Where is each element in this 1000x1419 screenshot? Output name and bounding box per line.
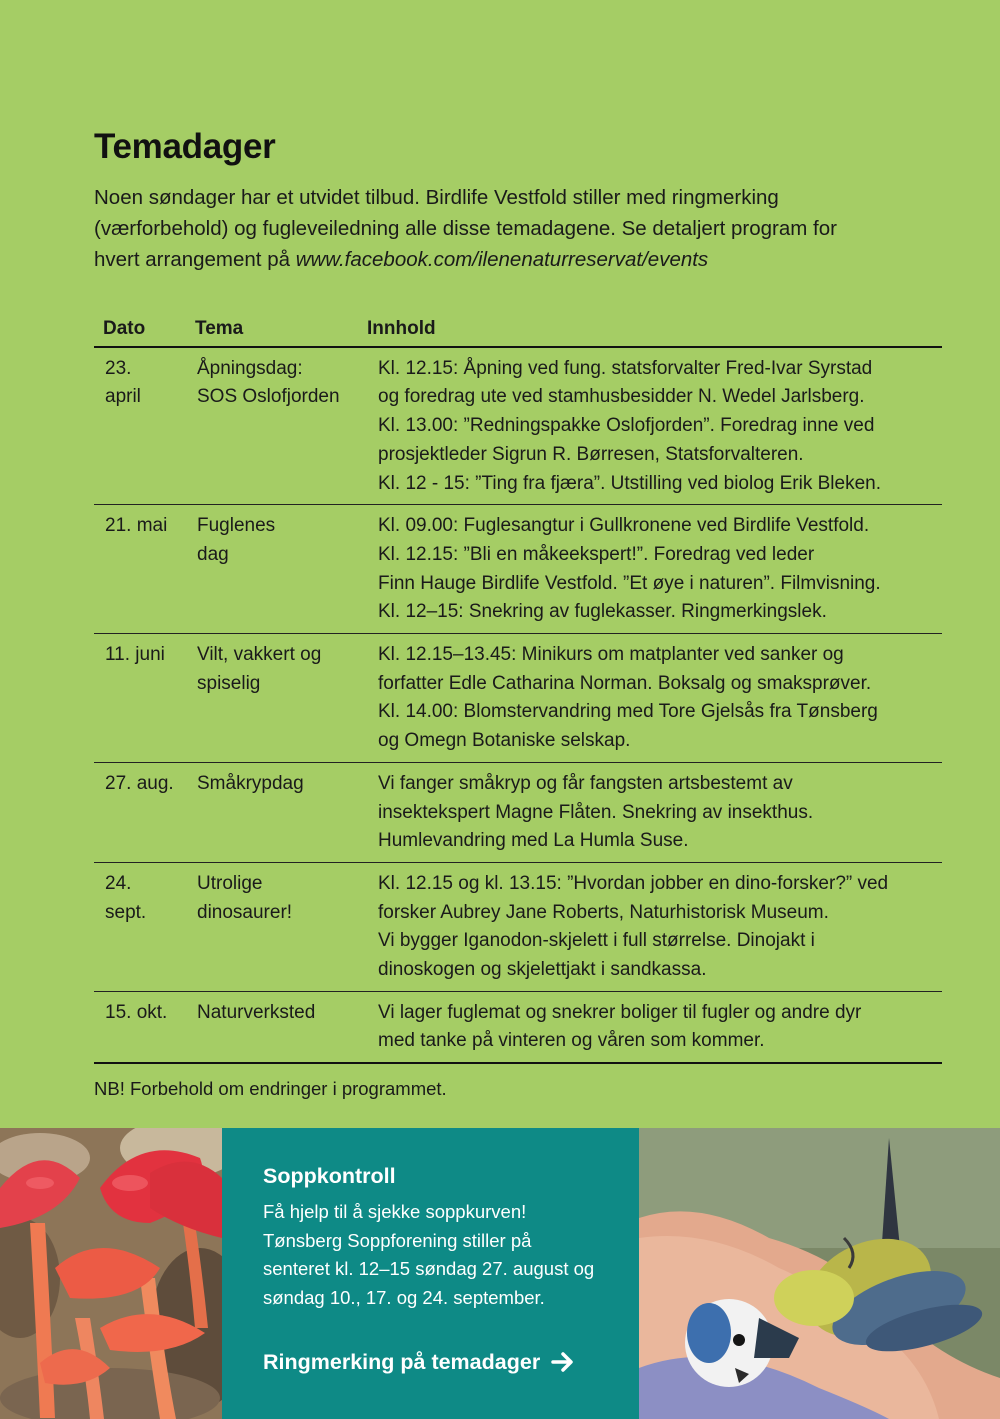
cell-dato-line: 15. okt. [105,1001,168,1023]
cell-innhold-line: forfatter Edle Catharina Norman. Boksalg og smaksprøver. [378,672,872,694]
soppkontroll-line: søndag 10., 17. og 24. september. [263,1286,545,1308]
cell-innhold-line: med tanke på vinteren og våren som kommer. [378,1030,765,1052]
cell-tema [186,505,367,634]
intro-line: (værforbehold) og fugleveiledning alle disse temadagene. Se detaljert program for [94,217,837,240]
cell-innhold [367,505,942,634]
cell-innhold-line: Finn Hauge Birdlife Vestfold. ”Et øye i naturen”. Filmvisning. [378,572,881,594]
cell-tema-line: Naturverksted [197,1001,316,1023]
cell-innhold-line: Kl. 09.00: Fuglesangtur i Gullkronene ved Birdlife Vestfold. [378,515,870,537]
cell-innhold-line: Vi lager fuglemat og snekrer boliger til fugler og andre dyr [378,1001,862,1023]
cell-dato-line: 21. mai [105,515,168,537]
cell-innhold [367,762,942,862]
cell-innhold-line: Kl. 12.15: Åpning ved fung. statsforvalter Fred-Ivar Syrstad [378,357,873,379]
cell-dato [94,347,186,505]
cell-dato-line: 23. [105,357,132,379]
cell-dato-line: 24. [105,872,132,894]
cell-tema [186,347,367,505]
soppkontroll-description [263,1198,635,1312]
soppkontroll-line: Få hjelp til å sjekke soppkurven! [263,1201,527,1222]
mushroom-illustration [0,1128,222,1419]
header-dato: Dato [94,315,186,347]
cell-tema [186,862,367,991]
soppkontroll-title: Soppkontroll [263,1164,396,1188]
disclaimer-note: NB! Forbehold om endringer i programmet. [94,1078,447,1100]
page-title: Temadager [94,127,276,166]
cell-innhold [367,991,942,1063]
soppkontroll-line: senteret kl. 12–15 søndag 27. august og [263,1258,595,1279]
header-innhold: Innhold [367,315,942,347]
ringmerking-link[interactable] [263,1349,576,1375]
main-content [94,124,940,1100]
cell-innhold-line: Humlevandring med La Humla Suse. [378,830,689,852]
cell-tema-line: dag [197,543,229,565]
cell-tema-line: spiselig [197,672,261,694]
program-table-body [94,347,942,1063]
cell-dato [94,991,186,1063]
intro-line: Noen søndager har et utvidet tilbud. Birdlife Vestfold stiller med ringmerking [94,186,779,209]
table-row [94,347,942,505]
table-header-row [94,315,942,347]
cell-tema [186,762,367,862]
cell-dato-line: april [105,386,141,408]
cell-innhold-line: Kl. 12 - 15: ”Ting fra fjæra”. Utstilling ved biolog Erik Bleken. [378,472,881,494]
program-table [94,315,942,1064]
cell-innhold-line: og Omegn Botaniske selskap. [378,730,631,752]
cell-innhold-line: prosjektleder Sigrun R. Børresen, Statsforvalteren. [378,443,804,465]
soppkontroll-panel [222,1128,639,1419]
cell-tema-line: dinosaurer! [197,901,293,923]
cell-tema [186,991,367,1063]
ringmerking-link-label: Ringmerking på temadager [263,1349,541,1374]
cell-innhold-line: forsker Aubrey Jane Roberts, Naturhistorisk Museum. [378,901,829,923]
cell-dato-line: 11. juni [105,644,165,666]
cell-tema-line: Småkrypdag [197,772,304,794]
cell-innhold-line: Vi fanger småkryp og får fangsten artsbestemt av [378,772,793,794]
blue-tit-illustration [639,1128,1000,1419]
table-row [94,862,942,991]
cell-innhold-line: Kl. 14.00: Blomstervandring med Tore Gjelsås fra Tønsberg [378,701,878,723]
cell-innhold [367,634,942,763]
cell-innhold-line: Vi bygger Iganodon-skjelett i full størrelse. Dinojakt i [378,930,815,952]
intro-paragraph [94,182,940,275]
cell-innhold [367,862,942,991]
cell-innhold-line: dinoskogen og skjelettjakt i sandkassa. [378,959,707,981]
cell-innhold-line: Kl. 13.00: ”Redningspakke Oslofjorden”. Foredrag inne ved [378,415,875,437]
cell-innhold-line: insektekspert Magne Flåten. Snekring av insekthus. [378,801,814,823]
cell-dato [94,762,186,862]
cell-tema-line: SOS Oslofjorden [197,386,340,408]
cell-dato [94,634,186,763]
cell-tema-line: Vilt, vakkert og [197,644,322,666]
soppkontroll-line: Tønsberg Soppforening stiller på [263,1229,532,1251]
cell-innhold-line: Kl. 12.15–13.45: Minikurs om matplanter ved sanker og [378,644,844,666]
cell-dato-line: sept. [105,901,147,923]
cell-tema [186,634,367,763]
cell-tema-line: Utrolige [197,872,263,894]
table-row [94,505,942,634]
table-row [94,762,942,862]
header-tema: Tema [186,315,367,347]
mushroom-photo [0,1128,222,1419]
cell-dato [94,505,186,634]
intro-prefix: hvert arrangement på [94,248,296,271]
table-row [94,634,942,763]
cell-dato [94,862,186,991]
cell-innhold-line: og foredrag ute ved stamhusbesidder N. Wedel Jarlsberg. [378,386,865,408]
cell-dato-line: 27. aug. [105,772,174,794]
cell-innhold [367,347,942,505]
cell-innhold-line: Kl. 12.15: ”Bli en måkeekspert!”. Foredrag ved leder [378,543,815,565]
table-row [94,991,942,1063]
intro-line [94,244,940,275]
bottom-banner [0,1128,1000,1419]
cell-innhold-line: Kl. 12.15 og kl. 13.15: ”Hvordan jobber en dino-forsker?” ved [378,872,889,894]
bird-photo [639,1128,1000,1419]
cell-tema-line: Fuglenes [197,515,276,537]
cell-innhold-line: Kl. 12–15: Snekring av fuglekasser. Ringmerkingslek. [378,601,827,623]
arrow-right-icon [550,1349,576,1375]
cell-tema-line: Åpningsdag: [197,357,303,379]
facebook-events-link[interactable]: www.facebook.com/ilenenaturreservat/events [295,248,709,271]
